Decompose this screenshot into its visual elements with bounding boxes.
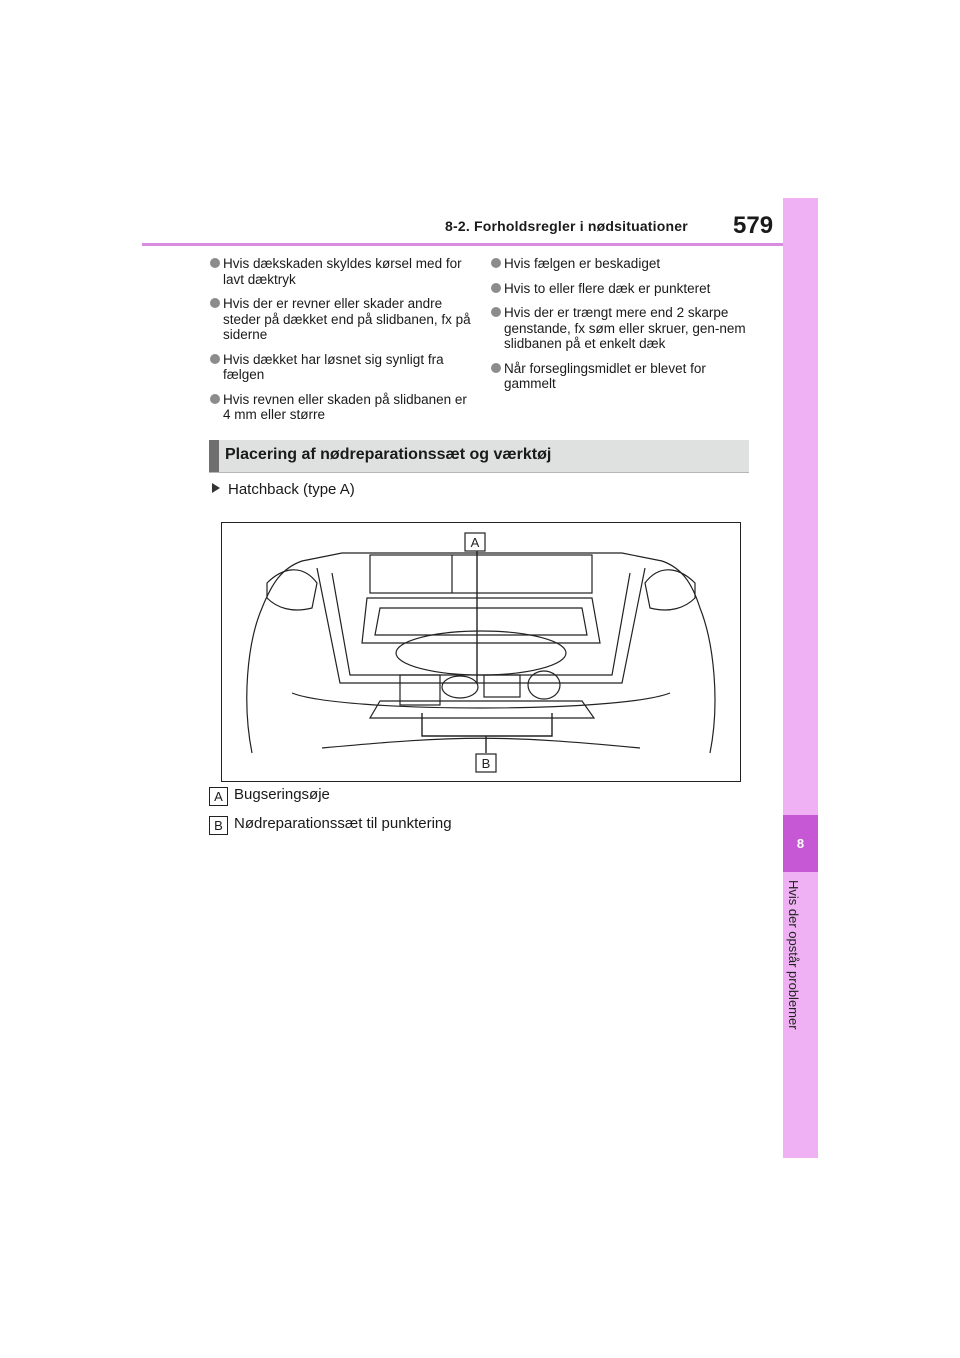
list-item: Hvis der er revner eller skader andre steder på dækket end på slidbanen, fx på siderne [210,296,472,343]
callout-b-label: B [481,756,491,771]
list-item: Hvis fælgen er beskadiget [491,256,753,272]
legend-text-a: Bugseringsøje [234,786,330,803]
section-title: 8-2. Forholdsregler i nødsituationer [445,218,688,234]
bullet-icon [491,258,501,268]
bullet-icon [210,394,220,404]
bullet-icon [491,363,501,373]
header-rule [142,243,784,246]
triangle-marker-icon [212,483,220,493]
chapter-number: 8 [796,836,805,851]
bullet-icon [491,307,501,317]
list-item: Når forseglingsmidlet er blevet for gammelt [491,361,753,392]
legend-key-a: A [209,787,228,806]
legend-text-b: Nødreparationssæt til punktering [234,815,452,832]
legend-item-a [209,786,330,806]
list-item: Hvis dækket har løsnet sig synligt fra fælgen [210,352,472,383]
legend-key-b: B [209,816,228,835]
sub-heading: Hatchback (type A) [212,481,355,498]
bullet-icon [210,298,220,308]
heading-accent [209,440,219,472]
bullet-list-right [491,256,753,401]
section-heading: Placering af nødreparationssæt og værktøj [225,446,552,463]
trunk-drawing [222,523,740,781]
bullet-icon [491,283,501,293]
bullet-icon [210,258,220,268]
list-item: Hvis revnen eller skaden på slidbanen er 4 mm eller større [210,392,472,423]
page-number: 579 [733,212,774,239]
list-item: Hvis dækskaden skyldes kørsel med for lavt dæktryk [210,256,472,287]
trunk-illustration [221,522,741,782]
callout-a-label: A [470,535,480,550]
list-item: Hvis der er trængt mere end 2 skarpe genstande, fx søm eller skruer, gen-nem slidbanen på et enkelt dæk [491,305,753,352]
chapter-title: Hvis der opstår problemer [786,880,801,1030]
list-item: Hvis to eller flere dæk er punkteret [491,281,753,297]
bullet-list-left [210,256,472,432]
legend-item-b [209,815,452,835]
bullet-icon [210,354,220,364]
